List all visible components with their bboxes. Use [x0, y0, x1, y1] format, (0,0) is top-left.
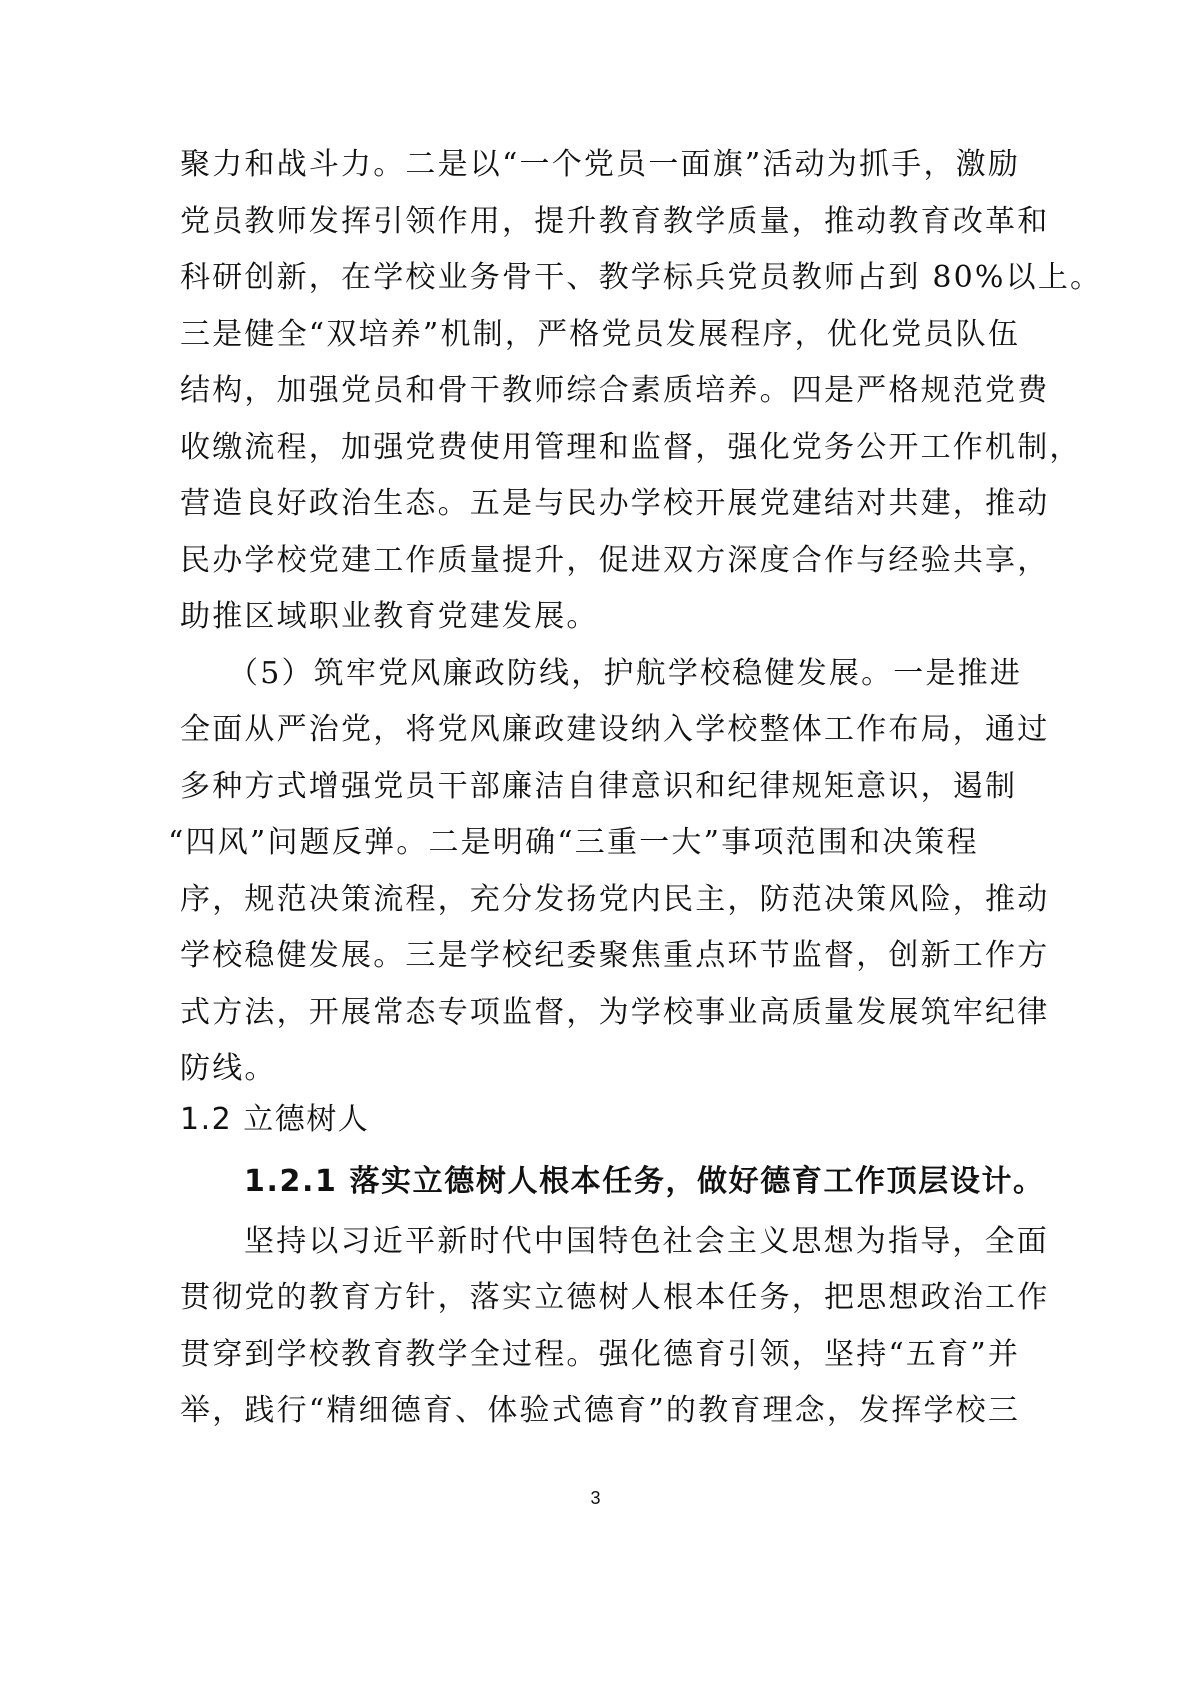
text-line: 举，践行“精细德育、体验式德育”的教育理念，发挥学校三: [180, 1393, 1021, 1428]
text-line: “四风”问题反弹。二是明确“三重一大”事项范围和决策程: [168, 825, 979, 860]
page-number: 3: [590, 1488, 601, 1508]
text-line: 学校稳健发展。三是学校纪委聚焦重点环节监督，创新工作方: [180, 938, 1050, 973]
text-line: 三是健全“双培养”机制，严格党员发展程序，优化党员队伍: [180, 317, 1021, 352]
text-line: 式方法，开展常态专项监督，为学校事业高质量发展筑牢纪律: [180, 995, 1050, 1030]
text-line: 全面从严治党，将党风廉政建设纳入学校整体工作布局，通过: [180, 712, 1050, 747]
text-line: 营造良好政治生态。五是与民办学校开展党建结对共建，推动: [180, 486, 1050, 521]
subsection-heading: 1.2.1 落实立德树人根本任务，做好德育工作顶层设计。: [244, 1164, 1045, 1199]
text-line: 坚持以习近平新时代中国特色社会主义思想为指导，全面: [244, 1224, 1049, 1259]
section-heading: 1.2 立德树人: [180, 1102, 370, 1137]
text-line: 党员教师发挥引领作用，提升教育教学质量，推动教育改革和: [180, 204, 1050, 239]
text-line: 收缴流程，加强党费使用管理和监督，强化党务公开工作机制，: [180, 430, 1082, 465]
text-line: 序，规范决策流程，充分发扬党内民主，防范决策风险，推动: [180, 882, 1050, 917]
text-line: 防线。: [180, 1051, 277, 1086]
text-line: （5）筑牢党风廉政防线，护航学校稳健发展。一是推进: [228, 656, 1023, 691]
text-line: 助推区域职业教育党建发展。: [180, 599, 599, 634]
text-line: 多种方式增强党员干部廉洁自律意识和纪律规矩意识，遏制: [180, 769, 1018, 804]
text-line: 科研创新，在学校业务骨干、教学标兵党员教师占到 80%以上。: [180, 260, 1103, 295]
text-line: 结构，加强党员和骨干教师综合素质培养。四是严格规范党费: [180, 373, 1050, 408]
text-line: 贯穿到学校教育教学全过程。强化德育引领，坚持“五育”并: [180, 1337, 1021, 1372]
text-line: 聚力和战斗力。二是以“一个党员一面旗”活动为抓手，激励: [180, 147, 1021, 182]
text-line: 民办学校党建工作质量提升，促进双方深度合作与经验共享，: [180, 543, 1050, 578]
text-line: 贯彻党的教育方针，落实立德树人根本任务，把思想政治工作: [180, 1280, 1050, 1315]
